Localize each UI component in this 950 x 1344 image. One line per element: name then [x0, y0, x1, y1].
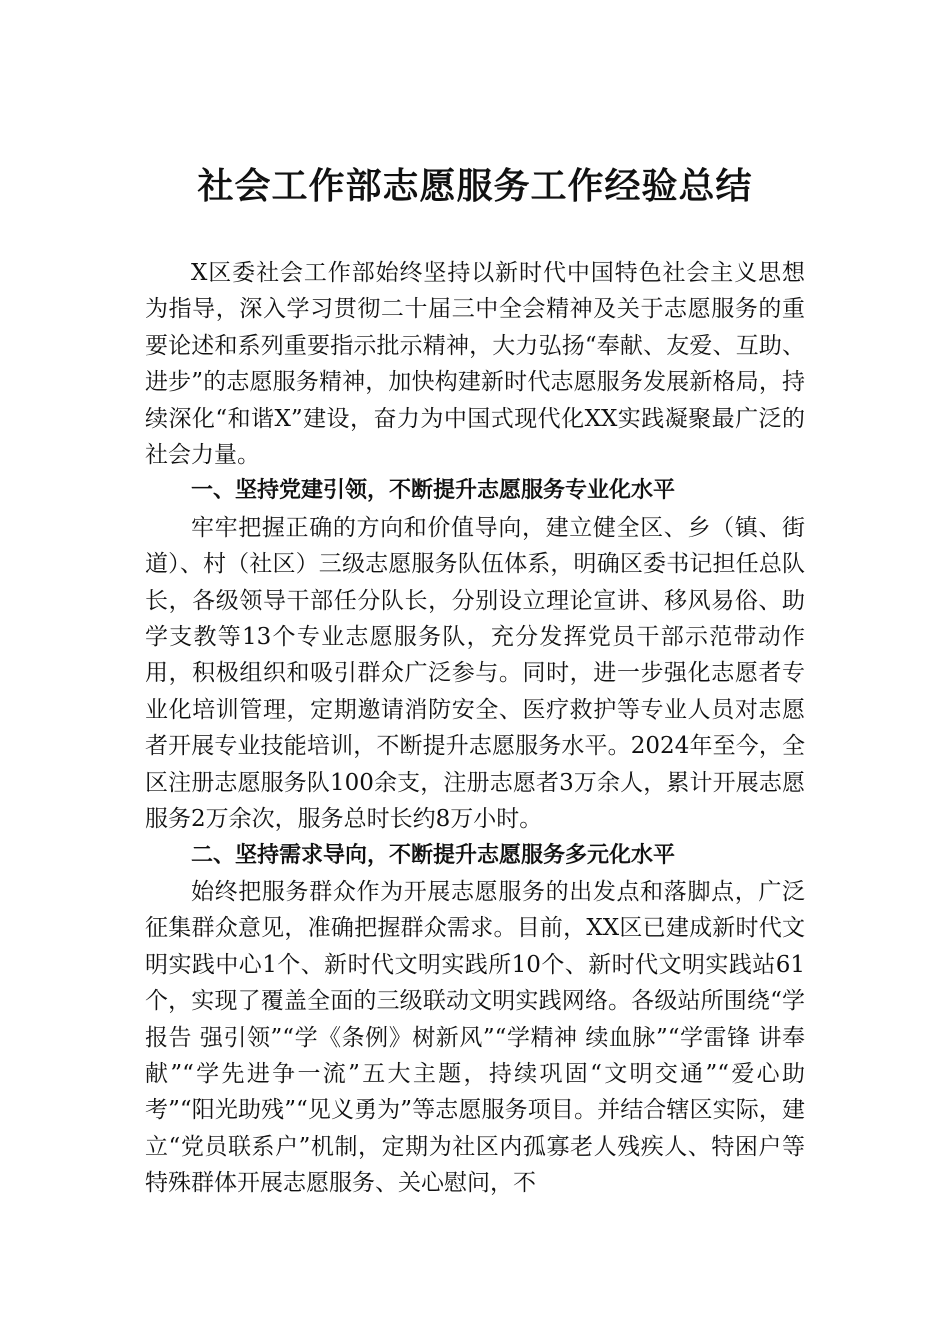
section-heading: 一、坚持党建引领，不断提升志愿服务专业化水平 [191, 478, 676, 504]
section-heading: 二、坚持需求导向，不断提升志愿服务多元化水平 [191, 842, 676, 868]
intro-paragraph: X区委社会工作部始终坚持以新时代中国特色社会主义思想为指导，深入学习贯彻二十届三中全会精神及关于志愿服务的重要论述和系列重要指示批示精神，大力弘扬“奉献、友爱、互助、进步”的志愿服务精神，加快构建新时代志愿服务发展新格局，持续深化“和谐X”建设，奋力为中国式现代化XX实践凝聚最广泛的社会力量。 [145, 260, 805, 469]
section-2 [145, 838, 805, 1202]
document-body [145, 255, 805, 1202]
section-paragraph: 始终把服务群众作为开展志愿服务的出发点和落脚点，广泛征集群众意见，准确把握群众需求。目前，XX区已建成新时代文明实践中心1个、新时代文明实践所10个、新时代文明实践站61个，实现了覆盖全面的三级联动文明实践网络。各级站所围绕“学报告 强引领”“学《条例》树新风”“学精神 续血脉”“学雷锋 讲奉献”“学先进争一流”五大主题，持续巩固“文明交通”“爱心助考”“阳光助残”“见义勇为”等志愿服务项目。并结合辖区实际，建立“党员联系户”机制，定期为社区内孤寡老人残疾人、特困户等特殊群体开展志愿服务、关心慰问，不 [145, 878, 805, 1197]
section-paragraph: 牢牢把握正确的方向和价值导向，建立健全区、乡（镇、街道）、村（社区）三级志愿服务队伍体系，明确区委书记担任总队长，各级领导干部任分队长，分别设立理论宣讲、移风易俗、助学支教等13个专业志愿服务队，充分发挥党员干部示范带动作用，积极组织和吸引群众广泛参与。同时，进一步强化志愿者专业化培训管理，定期邀请消防安全、医疗救护等专业人员对志愿者开展专业技能培训，不断提升志愿服务水平。2024年至今，全区注册志愿服务队100余支，注册志愿者3万余人，累计开展志愿服务2万余次，服务总时长约8万小时。 [145, 514, 805, 833]
section-1 [145, 473, 805, 837]
document-title: 社会工作部志愿服务工作经验总结 [197, 165, 753, 207]
